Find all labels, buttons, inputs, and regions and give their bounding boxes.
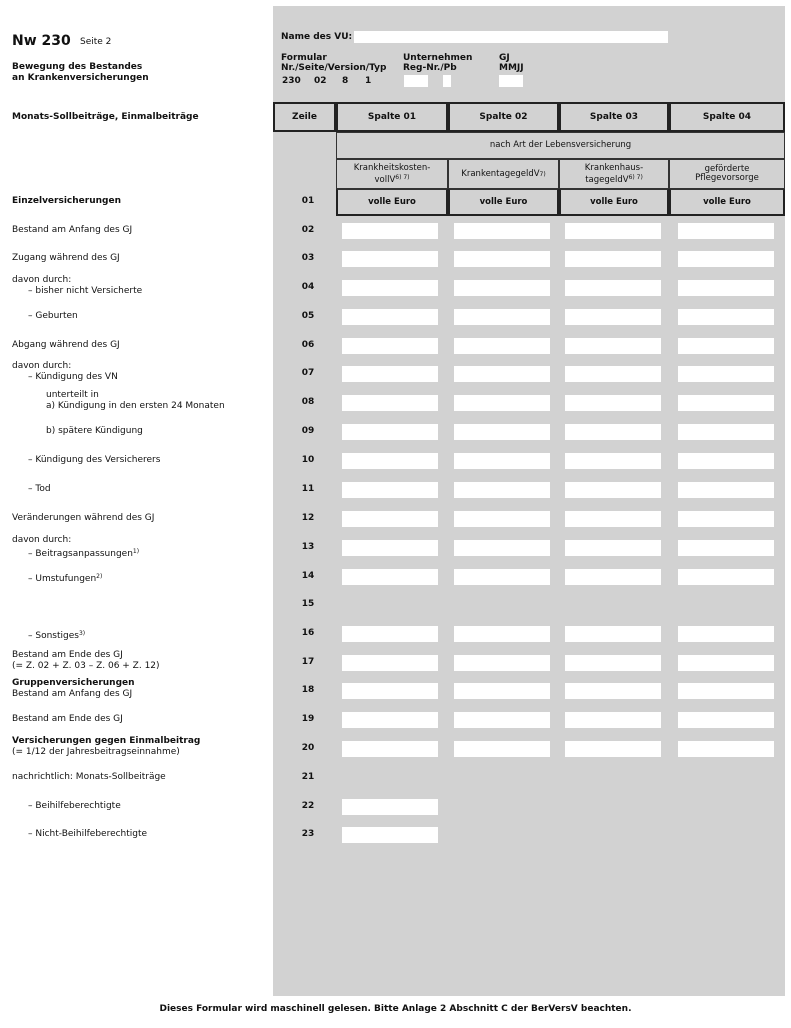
gj-label: GJ MMJJ (499, 53, 524, 73)
row-number: 17 (301, 657, 315, 667)
input-row-06-spalte-03[interactable] (565, 338, 661, 354)
row-label-line1: Gruppenversicherungen (12, 678, 135, 688)
row-label-text: – Geburten (28, 311, 78, 321)
row-number: 09 (301, 426, 315, 436)
subheader-krankentagegeld: KrankentagegeldV 7) (448, 159, 559, 189)
row-label (12, 426, 143, 437)
input-row-05-spalte-04[interactable] (678, 309, 774, 325)
input-row-10-spalte-01[interactable] (342, 453, 438, 469)
row-number: 01 (301, 196, 315, 206)
input-row-06-spalte-04[interactable] (678, 338, 774, 354)
input-row-11-spalte-01[interactable] (342, 482, 438, 498)
row-label-line1: Versicherungen gegen Einmalbeitrag (12, 736, 201, 746)
subheader-krankheitskosten: Krankheitskosten- vollV$^{6) 7)}$ (336, 159, 448, 189)
formular-label: Formular Nr./Seite/Version/Typ (281, 53, 387, 73)
row-number: 12 (301, 513, 315, 523)
formular-value-typ: 1 (365, 76, 372, 86)
row-label (12, 571, 102, 585)
input-row-13-spalte-02[interactable] (454, 540, 550, 556)
row-label-text: nachrichtlich: Monats-Sollbeiträge (12, 772, 166, 782)
row-number: 13 (301, 542, 315, 552)
input-row-03-spalte-01[interactable] (342, 251, 438, 267)
input-row-18-spalte-01[interactable] (342, 683, 438, 699)
row-label (12, 772, 166, 783)
row-number: 04 (301, 282, 315, 292)
input-row-02-spalte-04[interactable] (678, 223, 774, 239)
row-label (12, 275, 142, 297)
input-row-12-spalte-03[interactable] (565, 511, 661, 527)
unit-header-03: volle Euro (559, 189, 669, 216)
input-row-19-spalte-02[interactable] (454, 712, 550, 728)
row-label-text: Abgang während des GJ (12, 340, 120, 350)
subheader-krankenhaustagegeld: Krankenhaus- tagegeldV$^{6) 7)}$ (559, 159, 669, 189)
input-row-09-spalte-02[interactable] (454, 424, 550, 440)
row-label-line1: Bestand am Ende des GJ (12, 650, 123, 660)
form-title: Bewegung des Bestandes an Krankenversicherungen (12, 62, 149, 83)
row-number: 10 (301, 455, 315, 465)
input-row-06-spalte-01[interactable] (342, 338, 438, 354)
column-header-03: Spalte 03 (559, 102, 669, 132)
input-row-19-spalte-04[interactable] (678, 712, 774, 728)
input-row-05-spalte-03[interactable] (565, 309, 661, 325)
gj-input[interactable] (499, 75, 523, 87)
row-label (12, 678, 135, 700)
row-number: 05 (301, 311, 315, 321)
row-label (12, 361, 118, 383)
input-row-10-spalte-04[interactable] (678, 453, 774, 469)
row-label (12, 196, 121, 207)
input-row-20-spalte-03[interactable] (565, 741, 661, 757)
row-label (12, 253, 120, 264)
input-row-11-spalte-04[interactable] (678, 482, 774, 498)
input-row-12-spalte-02[interactable] (454, 511, 550, 527)
zeile-header: Zeile (273, 102, 336, 132)
input-row-07-spalte-04[interactable] (678, 366, 774, 382)
row-label (12, 650, 160, 672)
footnote-ref: 2) (96, 573, 103, 580)
input-row-13-spalte-01[interactable] (342, 540, 438, 556)
row-label (12, 714, 123, 725)
row-label-line1: unterteilt in (46, 390, 99, 400)
input-row-14-spalte-03[interactable] (565, 569, 661, 585)
row-number: 06 (301, 340, 315, 350)
row-label-text: a) Kündigung in den ersten 24 Monaten (46, 401, 225, 411)
row-number: 15 (301, 599, 315, 609)
input-row-20-spalte-01[interactable] (342, 741, 438, 757)
input-row-18-spalte-02[interactable] (454, 683, 550, 699)
row-number: 19 (301, 714, 315, 724)
row-number: 21 (301, 772, 315, 782)
input-row-10-spalte-03[interactable] (565, 453, 661, 469)
input-row-13-spalte-03[interactable] (565, 540, 661, 556)
input-row-19-spalte-01[interactable] (342, 712, 438, 728)
row-number: 11 (301, 484, 315, 494)
input-row-08-spalte-03[interactable] (565, 395, 661, 411)
row-number: 18 (301, 685, 315, 695)
input-row-04-spalte-04[interactable] (678, 280, 774, 296)
section-title: Monats-Sollbeiträge, Einmalbeiträge (12, 112, 199, 122)
input-row-16-spalte-02[interactable] (454, 626, 550, 642)
row-label-text: (= 1/12 der Jahresbeitragseinnahme) (12, 747, 180, 757)
input-row-03-spalte-02[interactable] (454, 251, 550, 267)
row-number: 23 (301, 829, 315, 839)
row-label-text: – Beihilfeberechtigte (28, 801, 121, 811)
pb-input[interactable] (443, 75, 451, 87)
input-row-17-spalte-01[interactable] (342, 655, 438, 671)
input-row-08-spalte-02[interactable] (454, 395, 550, 411)
input-row-18-spalte-03[interactable] (565, 683, 661, 699)
input-row-13-spalte-04[interactable] (678, 540, 774, 556)
formular-value-nr: 230 (282, 76, 301, 86)
column-header-01: Spalte 01 (336, 102, 448, 132)
input-row-20-spalte-04[interactable] (678, 741, 774, 757)
input-row-10-spalte-02[interactable] (454, 453, 550, 469)
page-label: Seite 2 (80, 37, 112, 47)
input-row-12-spalte-01[interactable] (342, 511, 438, 527)
input-row-17-spalte-02[interactable] (454, 655, 550, 671)
input-row-05-spalte-02[interactable] (454, 309, 550, 325)
input-row-18-spalte-04[interactable] (678, 683, 774, 699)
input-row-05-spalte-01[interactable] (342, 309, 438, 325)
row-label (12, 484, 51, 495)
input-row-17-spalte-04[interactable] (678, 655, 774, 671)
input-row-19-spalte-03[interactable] (565, 712, 661, 728)
subheader-pflegevorsorge: geförderte Pflegevorsorge (669, 159, 785, 189)
input-row-03-spalte-04[interactable] (678, 251, 774, 267)
input-row-16-spalte-01[interactable] (342, 626, 438, 642)
row-label-text: – Nicht-Beihilfeberechtigte (28, 829, 148, 839)
input-row-08-spalte-01[interactable] (342, 395, 438, 411)
input-row-07-spalte-01[interactable] (342, 366, 438, 382)
row-label-text: b) spätere Kündigung (46, 426, 143, 436)
footnote-ref: 3) (78, 630, 86, 637)
row-label (12, 455, 160, 466)
row-label-text: – Kündigung des Versicherers (28, 455, 161, 465)
input-row-09-spalte-01[interactable] (342, 424, 438, 440)
input-row-07-spalte-03[interactable] (565, 366, 661, 382)
input-row-14-spalte-01[interactable] (342, 569, 438, 585)
input-row-22-spalte-01[interactable] (342, 799, 438, 815)
row-label (12, 513, 154, 524)
name-input[interactable] (354, 31, 668, 43)
unit-header-04: volle Euro (669, 189, 785, 216)
input-row-14-spalte-04[interactable] (678, 569, 774, 585)
row-number: 07 (301, 368, 315, 378)
input-row-16-spalte-03[interactable] (565, 626, 661, 642)
input-row-09-spalte-03[interactable] (565, 424, 661, 440)
row-number: 02 (301, 225, 315, 235)
input-row-11-spalte-02[interactable] (454, 482, 550, 498)
input-row-17-spalte-03[interactable] (565, 655, 661, 671)
input-row-11-spalte-03[interactable] (565, 482, 661, 498)
row-label-line1: davon durch: (12, 361, 72, 371)
footer-note: Dieses Formular wird maschinell gelesen. Bitte Anlage 2 Abschnitt C der BerVersV beachten. (159, 1004, 632, 1014)
unit-header-02: volle Euro (448, 189, 559, 216)
input-row-14-spalte-02[interactable] (454, 569, 550, 585)
row-label-text: Zugang während des GJ (12, 253, 120, 263)
input-row-12-spalte-04[interactable] (678, 511, 774, 527)
input-row-16-spalte-04[interactable] (678, 626, 774, 642)
input-row-07-spalte-02[interactable] (454, 366, 550, 382)
unternehmen-label: Unternehmen Reg-Nr./Pb (403, 53, 473, 73)
row-number: 08 (301, 397, 315, 407)
row-label-text: – Umstufungen (28, 574, 97, 584)
row-label-text: – bisher nicht Versicherte (28, 286, 143, 296)
input-row-04-spalte-02[interactable] (454, 280, 550, 296)
input-row-09-spalte-04[interactable] (678, 424, 774, 440)
row-label-text: Bestand am Anfang des GJ (12, 689, 133, 699)
input-row-06-spalte-02[interactable] (454, 338, 550, 354)
input-row-08-spalte-04[interactable] (678, 395, 774, 411)
row-number: 14 (301, 571, 315, 581)
row-label-text: – Kündigung des VN (28, 372, 118, 382)
reg-nr-input[interactable] (404, 75, 428, 87)
row-label (12, 801, 121, 812)
footnote-ref: 1) (132, 548, 140, 555)
input-row-03-spalte-03[interactable] (565, 251, 661, 267)
input-row-20-spalte-02[interactable] (454, 741, 550, 757)
row-number: 20 (301, 743, 315, 753)
column-header-02: Spalte 02 (448, 102, 559, 132)
row-label (12, 311, 78, 322)
input-row-02-spalte-02[interactable] (454, 223, 550, 239)
formular-value-seite: 02 (314, 76, 327, 86)
formular-value-version: 8 (342, 76, 349, 86)
span-header: nach Art der Lebensversicherung (336, 132, 785, 159)
input-row-02-spalte-03[interactable] (565, 223, 661, 239)
row-label (12, 628, 85, 642)
row-label (12, 225, 132, 236)
row-label-text: – Tod (28, 484, 51, 494)
row-label-line1: davon durch: (12, 535, 72, 545)
input-row-04-spalte-03[interactable] (565, 280, 661, 296)
row-label (12, 535, 139, 560)
row-label-text: (= Z. 02 + Z. 03 – Z. 06 + Z. 12) (12, 661, 160, 671)
input-row-23-spalte-01[interactable] (342, 827, 438, 843)
row-number: 03 (301, 253, 315, 263)
column-header-04: Spalte 04 (669, 102, 785, 132)
row-label (12, 390, 225, 412)
row-label-text: Veränderungen während des GJ (12, 513, 155, 523)
input-row-04-spalte-01[interactable] (342, 280, 438, 296)
row-label-text: Bestand am Anfang des GJ (12, 225, 133, 235)
form-code: Nw 230 (12, 33, 71, 49)
unit-header-01: volle Euro (336, 189, 448, 216)
name-label: Name des VU: (281, 32, 353, 42)
input-row-02-spalte-01[interactable] (342, 223, 438, 239)
row-label-text: Einzelversicherungen (12, 196, 121, 206)
row-label (12, 736, 200, 758)
row-label-line1: davon durch: (12, 275, 72, 285)
row-label (12, 829, 147, 840)
row-number: 16 (301, 628, 315, 638)
row-label-text: – Beitragsanpassungen (28, 549, 133, 559)
row-label (12, 340, 120, 351)
row-label-text: Bestand am Ende des GJ (12, 714, 123, 724)
row-label-text: – Sonstiges (28, 631, 79, 641)
row-number: 22 (301, 801, 315, 811)
